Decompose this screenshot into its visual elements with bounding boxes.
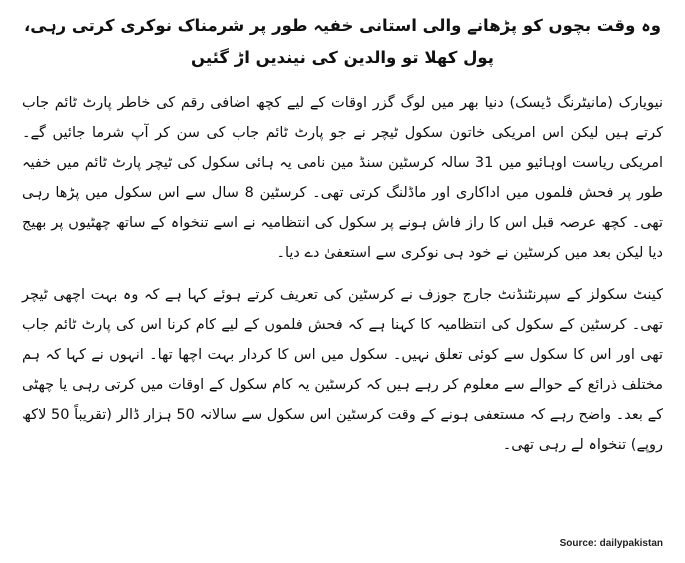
article-paragraph-2: کینٹ سکولز کے سپرنٹنڈنٹ جارج جوزف نے کرسٹین کی تعریف کرتے ہوئے کہا ہے کہ وہ بہت اچھی ٹیچر تھی۔ کرسٹین کے سکول کی انتظامیہ کا کہنا ہے کہ فحش فلموں کے لیے کام کرنا اس کی پارٹ ٹائم جاب تھی اور اس کا سکول سے کوئی تعلق نہیں۔ سکول میں اس کا کردار بہت اچھا تھا۔ انہوں نے کہا کہ ہم مختلف ذرائع کے حوالے سے معلوم کر رہے ہیں کہ کرسٹین یہ کام سکول کے اوقات میں کرتی رہی یا چھٹی کے بعد۔ واضح رہے کہ مستعفی ہونے کے وقت کرسٹین اس سکول سے سالانہ 50 ہزار ڈالر (تقریباً 50 لاکھ روپے) تنخواہ لے رہی تھی۔ [22,287,663,453]
source-credit: Source: dailypakistan [559,538,663,549]
article-headline: وہ وقت بچوں کو پڑھانے والی استانی خفیہ طور پر شرمناک نوکری کرتی رہی، پول کھلا تو والدین کی نیندیں اڑ گئیں [24,16,661,67]
article [22,10,663,472]
article-paragraph-1: نیویارک (مانیٹرنگ ڈیسک) دنیا بھر میں لوگ گزر اوقات کے لیے کچھ اضافی رقم کی خاطر پارٹ ٹائم جاب کرتے ہیں لیکن اس امریکی خاتون سکول ٹیچر نے جو پارٹ ٹائم جاب کی سن کر آپ شرما جائیں گے۔ امریکی ریاست اوہائیو میں 31 سالہ کرسٹین سنڈ مین نامی یہ ہائی سکول کی ٹیچر پارٹ ٹائم میں خفیہ طور پر فحش فلموں میں اداکاری اور ماڈلنگ کرتی تھی۔ کرسٹین 8 سال سے اس سکول میں پڑھا رہی تھی۔ کچھ عرصہ قبل اس کا راز فاش ہونے پر سکول کی انتظامیہ نے اسے تنخواہ کے ساتھ چھٹیوں پر بھیج دیا لیکن بعد میں کرسٹین نے خود ہی نوکری سے استعفیٰ دے دیا۔ [22,95,663,261]
